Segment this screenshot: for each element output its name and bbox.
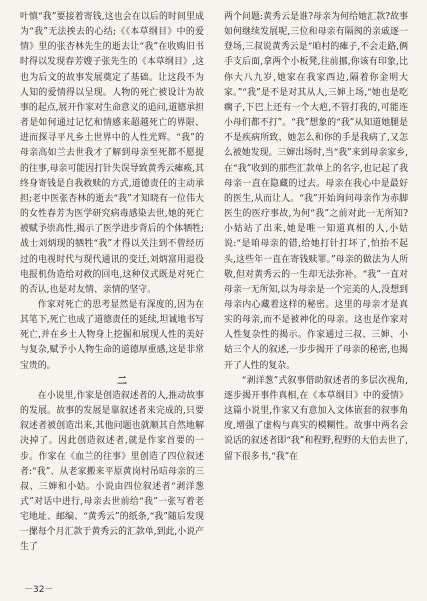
- paragraph: 作家对死亡的思考显然是有深度的,因为在其笔下,死亡也成了道德责任的延续,坦诚地书写死亡,并在乡土人物身上挖掘和展现人性的美好与复杂,赋予小人物生命的道德厚重感,这是非常宝贵的。: [20, 299, 204, 371]
- section-heading: 二: [117, 375, 127, 387]
- paragraph: 在小说里,作家是创造叙述者的人,推动故事的发展。故事的发展是靠叙述者来完成的,只要叙述者被创造出来,其他问题也就顺其自然地解决掉了。因此创造叙述者,就是作家首要的一步。作家在《血兰的往事》里创造了四位叙述者:“我”、从老家搬来平原黄岗村吊唁母亲的三叔、三婶和小姑。小说由四位叙述者“剥洋葱式”对话中进行,母亲去世前给“我”一张写着老宅地址、邮编、“黄秀云”的纸条,“我”随后发现一摞每个月汇款于黄秀云的汇款单,到此,小说产生了: [20, 390, 204, 553]
- left-column: [20, 10, 204, 556]
- paragraph: 叶慎“我”要接着寄钱,这也会在以后的时间里成为“我”无法挨去的心结;《《本草纲目》中的爱情》里的张杏林先生的逝去让“我”在收购旧书时得以发现春芳嫂子张先生的《本草纲目》,这也为后文的故事发展奠定了基础。让这段不为人知的爱情得以呈现。人物的死亡被设计为故事的起点,展开作家对生命意义的追问,道德承担者是如何通过记忆和情感来超越死亡的界限、进而探寻平凡乡土世界中的人性光辉。“我”的母亲高如兰去世我才了解到母亲至死都不愿提的往事,母亲可能因打针失误导致黄秀云瘫痪,其终身寄钱是自我救赎的方式,道德责任的主动承担;老中医张杏林的逝去“我”才知晓有一位伟大的女性春芳为医学研究病毒感染去世,她的死亡被赋予崇高性,揭示了医学进步背后的个体牺牲;战士刘炳现的牺牲“我”才得以关注到不曾经历过的电视时代与现代通讯的变迁,刘炳富用退役电报机伪造给对救的回电,这种仪式既是对死亡的否认,也是对友情、亲情的坚守。: [20, 12, 204, 295]
- paragraph: 两个问题:黄秀云是谁?母亲为何给她汇款?故事如何继续发展呢,三位和母亲有隔阂的亲戚逐一登场,三叔说黄秀云是“咱村的瘫子,不会走路,俩手支后面,拿两个小板凳,往前挪,你该有印象,比你大八九岁,她家在我家西边,隔着你金明大家。”“我”是不是对其从人,三婶上场,“她也是吃瘸子,下巴上还有一个大疤,不管打我的,可能连小母们都不打”。“我”想象的“我”从知道她腿是不是疾病所致、她怎么和你的手是我病了,又怎么被她发现。三婶出场时,当“我”来到母亲家乡,在“我”收到的那些汇款单上的名字,也记起了我母亲一直在隐藏的过去。母亲在我心中是最好的医生,从而让人。“我”开始询问母亲作为赤脚医生的医疗事故,为何“我”之前对此一无所知?小姑站了出来,她是唯一知道真相的人,小姑说:“是咱母亲的错,给她打针打坏了,怕抬不起头,这些年一直在寄钱赎罪。”母亲的做法为人所敬,但对黄秀云的一生却无法弥补。“我”一直对母亲一无所知,以为母亲是一个完美的人,没想到母亲内心藏着这样的秘密。这里的母亲才是真实的母亲,而不是被神化的母亲。这也是作家对人性复杂性的揭示。作家通过三叔、三婶、小姑三个人的叙述,一步步揭开了母亲的秘密,也揭开了人性的复杂。: [224, 12, 408, 371]
- page-number: －32－: [24, 585, 54, 595]
- paragraph: “剥洋葱”式叙事借助叙述者的多层次视角,逐步揭开事件真相,在《本草纲目》中的爱情》这篇小说里,作家又有意加入文体嵌套的叙事角度,增强了虚构与真实的模糊性。故事中两名会说话的叙述者即“我”和程野,程野的大伯去世了,留下很多书,“我”在: [224, 375, 408, 462]
- right-column: [224, 10, 408, 465]
